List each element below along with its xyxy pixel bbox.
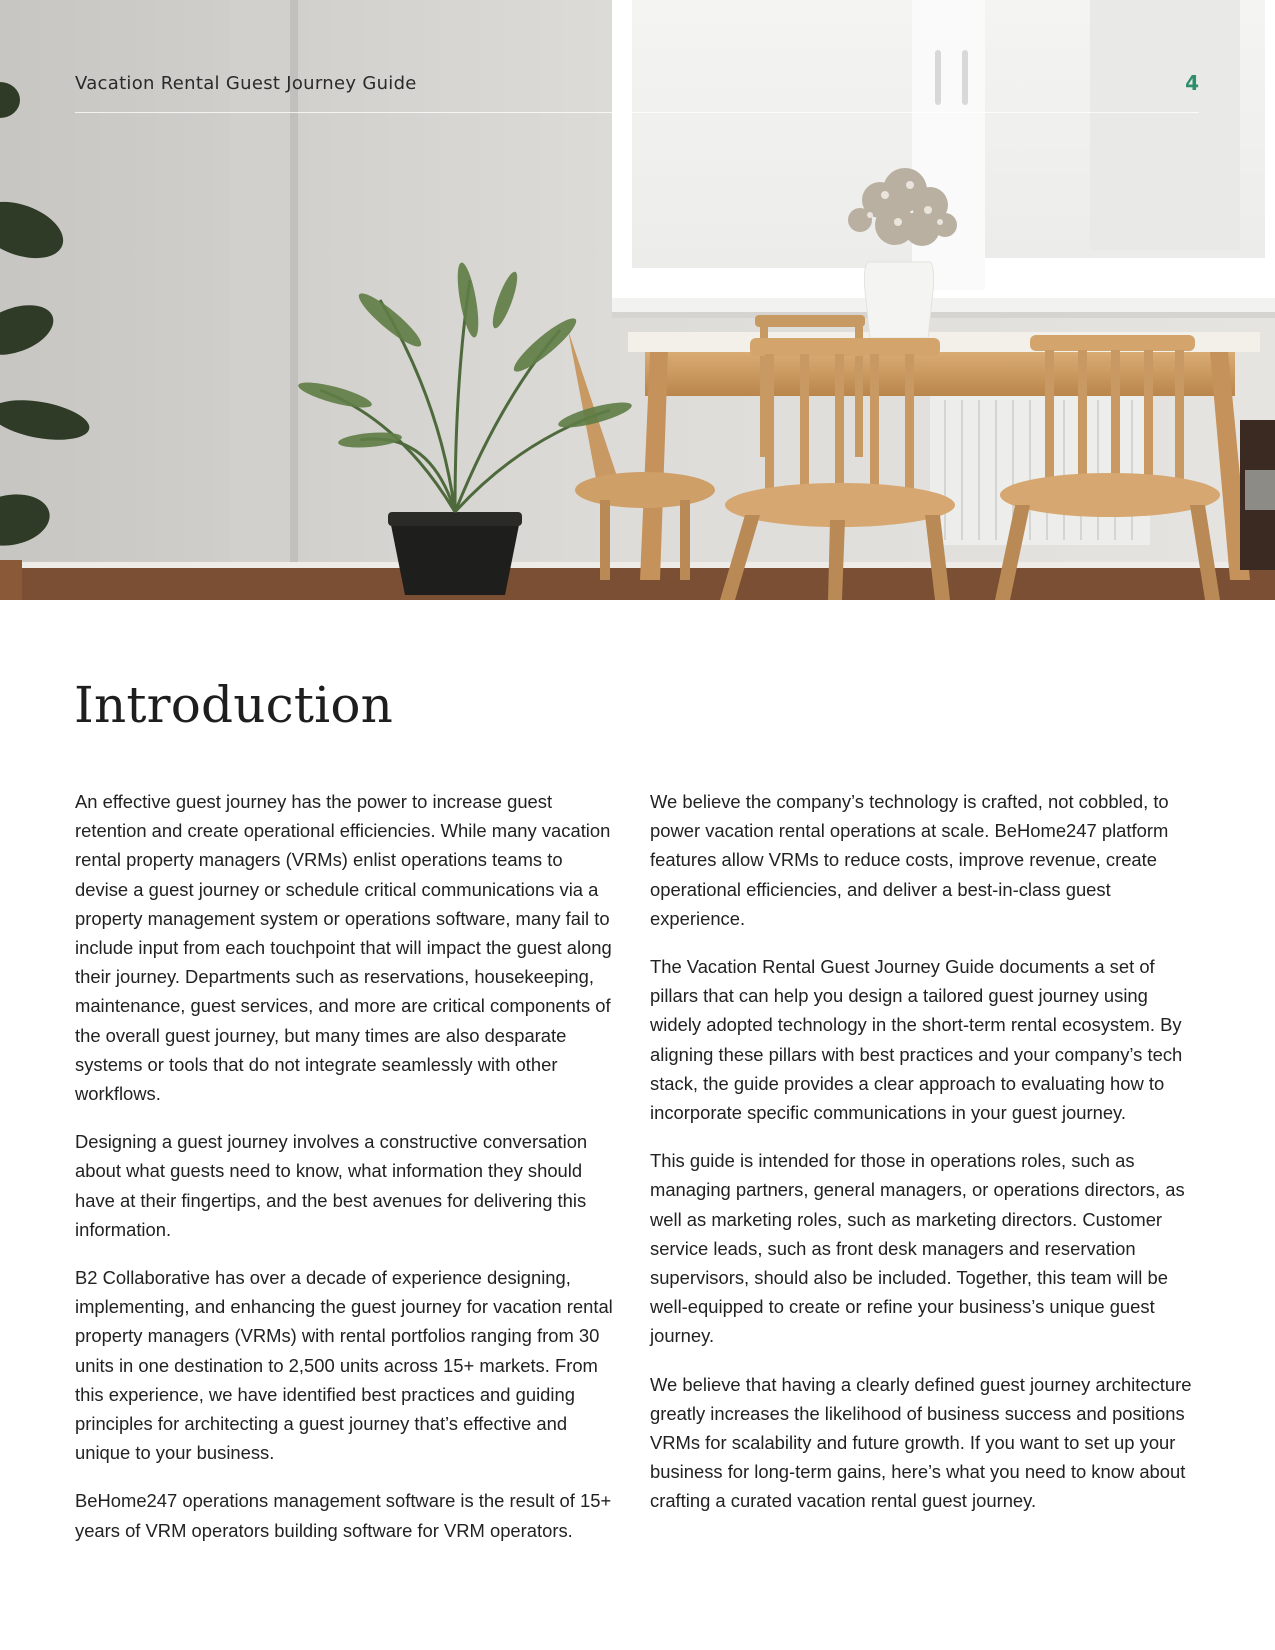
right-column	[650, 787, 1195, 1535]
page-header	[75, 70, 1199, 113]
paragraph: Designing a guest journey involves a constructive conversation about what guests need to know, what information they should have at their fingertips, and the best avenues for delivering this information.	[75, 1131, 588, 1240]
paragraph: The Vacation Rental Guest Journey Guide documents a set of pillars that can help you design a tailored guest journey using widely adopted technology in the short-term rental ecosystem. By aligning these pillars with best practices and your company’s tech stack, the guide provides a clear approach to evaluating how to incorporate specific communications in your guest journey.	[650, 956, 1183, 1124]
page-number: 4	[1185, 71, 1199, 95]
section-heading: Introduction	[74, 676, 394, 734]
paragraph: BeHome247 operations management software is the result of 15+ years of VRM operators building software for VRM operators.	[75, 1490, 612, 1541]
left-column	[75, 787, 620, 1564]
paragraph: We believe the company’s technology is crafted, not cobbled, to power vacation rental operations at scale. BeHome247 platform features allow VRMs to reduce costs, improve revenue, create operational efficiencies, and deliver a best-in-class guest experience.	[650, 791, 1169, 929]
paragraph: An effective guest journey has the power to increase guest retention and create operational efficiencies. While many vacation rental property managers (VRMs) enlist operations teams to devise a guest journey or schedule critical communications via a property management system or operations software, many fail to include input from each touchpoint that will impact the guest along their journey. Departments such as reservations, housekeeping, maintenance, guest services, and more are critical components of the overall guest journey, but many times are also desparate systems or tools that do not integrate seamlessly with other workflows.	[75, 791, 612, 1105]
paragraph: This guide is intended for those in operations roles, such as managing partners, general managers, or operations directors, as well as marketing roles, such as marketing directors. Customer service leads, such as front desk managers and reservation supervisors, should also be included. Together, this team will be well-equipped to create or refine your business’s unique guest journey.	[650, 1150, 1185, 1347]
paragraph: We believe that having a clearly defined guest journey architecture greatly increases the likelihood of business success and positions VRMs for scalability and future growth. If you want to set up your business for long-term gains, here’s what you need to know about crafting a curated vacation rental guest journey.	[650, 1373, 1192, 1512]
paragraph: B2 Collaborative has over a decade of experience designing, implementing, and enhancing the guest journey for vacation rental property managers (VRMs) with rental portfolios ranging from 30 units in one destination to 2,500 units across 15+ markets. From this experience, we have identified best practices and guiding principles for architecting a guest journey that’s effective and unique to your business.	[75, 1267, 613, 1464]
document-title: Vacation Rental Guest Journey Guide	[75, 73, 417, 94]
